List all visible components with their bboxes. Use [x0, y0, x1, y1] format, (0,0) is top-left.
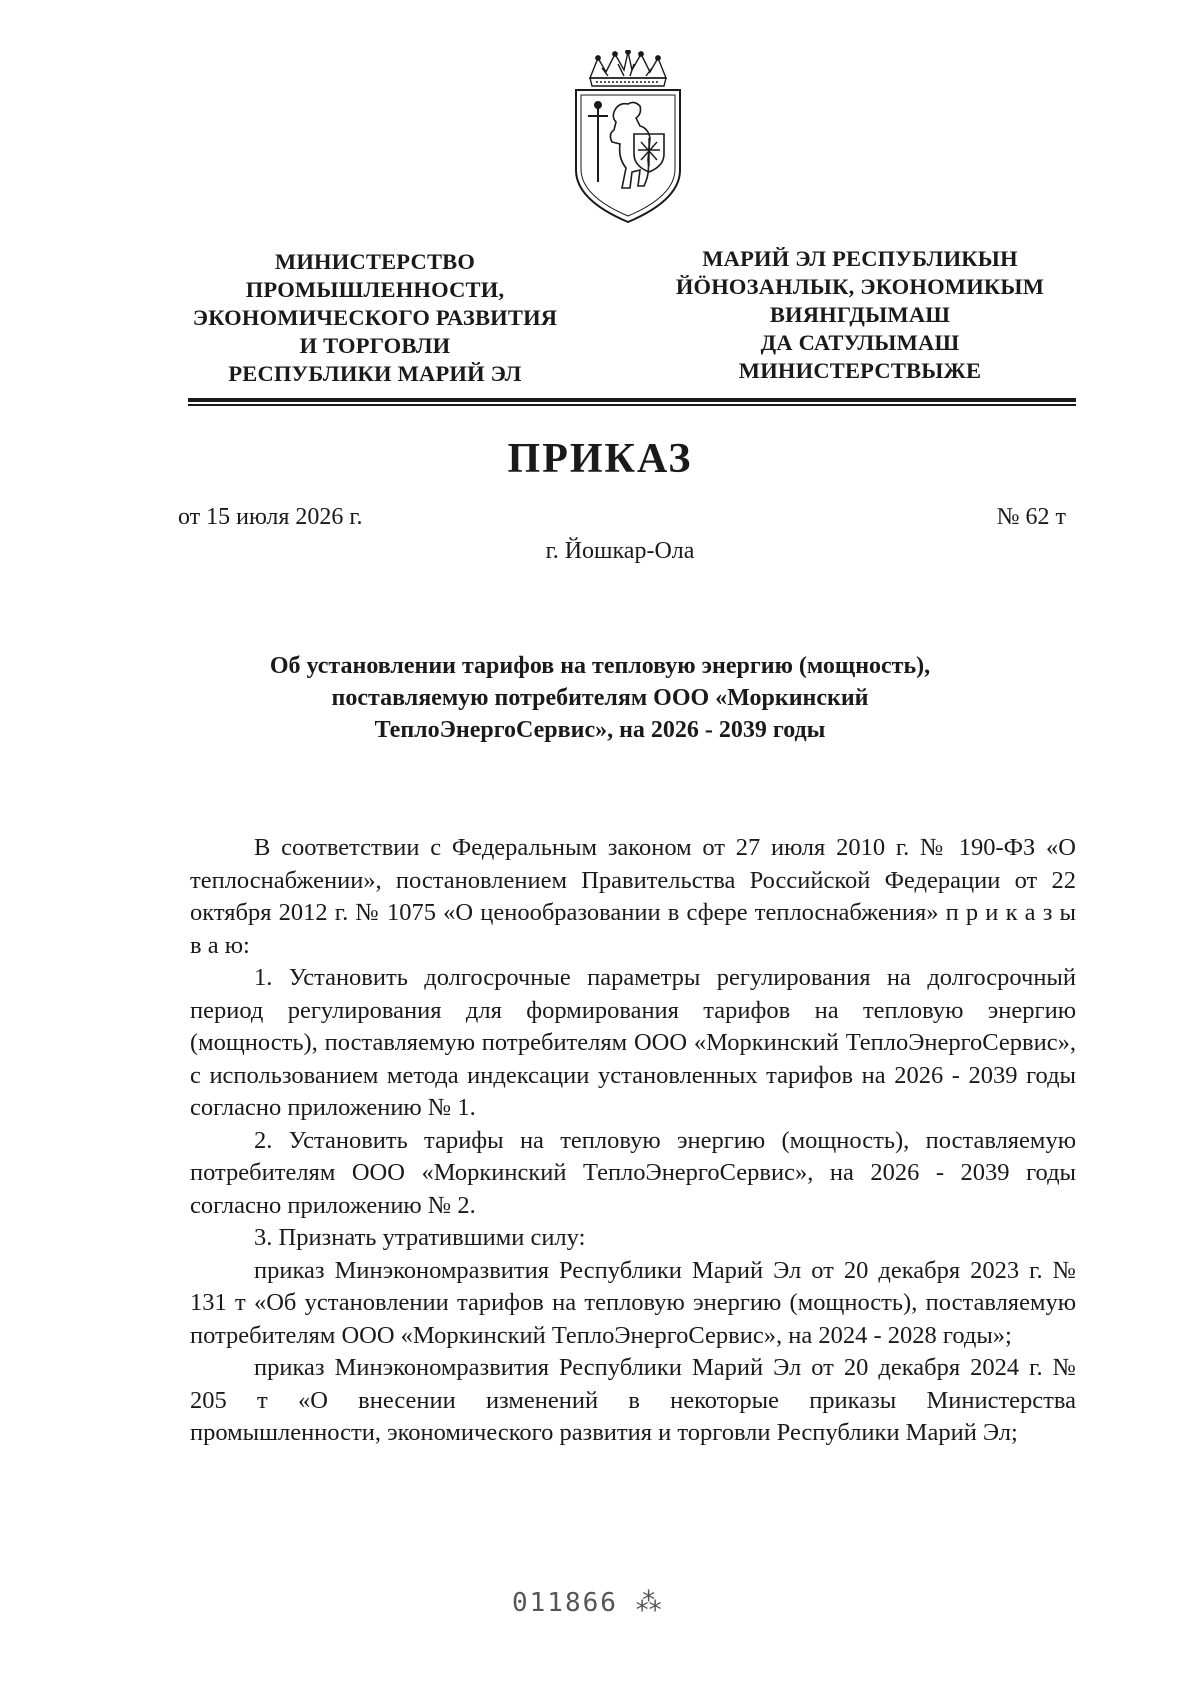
ministry-line: ЙӦНОЗАНЛЫК, ЭКОНОМИКЫМ	[675, 274, 1045, 299]
body-paragraph: 3. Признать утратившими силу:	[254, 1224, 586, 1251]
coat-of-arms-icon	[568, 50, 688, 225]
body-paragraph: приказ Минэкономразвития Республики Марий Эл от 20 декабря 2023 г. № 131 т «Об установлении тарифов на тепловую энергию (мощность), поставляемую потребителям ООО «Моркинский ТеплоЭнергоСервис», на 2024 - 2028 годы»;	[190, 1256, 1076, 1349]
header-divider-thick	[188, 398, 1076, 402]
document-subject	[160, 650, 1040, 746]
ministry-line: РЕСПУБЛИКИ МАРИЙ ЭЛ	[228, 361, 522, 386]
ministry-name-mari	[655, 245, 1065, 385]
ministry-line: ДА САТУЛЫМАШ	[760, 330, 960, 355]
ministry-line: И ТОРГОВЛИ	[299, 333, 451, 358]
document-date: от 15 июля 2026 г.	[178, 504, 363, 530]
serial-stamp	[512, 1588, 664, 1618]
subject-line: Об установлении тарифов на тепловую энергию (мощность),	[269, 653, 931, 679]
document-city: г. Йошкар-Ола	[545, 538, 695, 564]
ministry-line: МИНИСТЕРСТВЫЖЕ	[738, 358, 982, 383]
subject-line: ТеплоЭнергоСервис», на 2026 - 2039 годы	[374, 717, 826, 743]
body-paragraph: приказ Минэкономразвития Республики Марий Эл от 20 декабря 2024 г. № 205 т «О внесении изменений в некоторые приказы Министерства промышленности, экономического развития и торговли Республики Марий Эл;	[190, 1354, 1076, 1446]
ministry-line: ВИЯНГДЫМАШ	[769, 302, 951, 327]
body-paragraph: 1. Установить долгосрочные параметры регулирования на долгосрочный период регулирования для формирования тарифов на тепловую энергию (мощность), поставляемую потребителям ООО «Моркинский ТеплоЭнергоСервис», с использованием метода индексации установленных тарифов на 2026 - 2039 годы согласно приложению № 1.	[190, 964, 1076, 1121]
document-title: ПРИКАЗ	[507, 436, 693, 482]
body-paragraph: В соответствии с Федеральным законом от 27 июля 2010 г. № 190-ФЗ «О теплоснабжении», постановлением Правительства Российской Федерации от 22 октября 2012 г. № 1075 «О ценообразовании в сфере теплоснабжения» п р и к а з ы в а ю:	[190, 834, 1076, 959]
asterisk-icon: ⁂	[635, 1588, 664, 1618]
header-divider-thin	[188, 404, 1076, 406]
document-body	[190, 832, 1076, 1450]
document-number: № 62 т	[996, 504, 1066, 530]
body-paragraph: 2. Установить тарифы на тепловую энергию (мощность), поставляемую потребителям ООО «Моркинский ТеплоЭнергоСервис», на 2026 - 2039 годы согласно приложению № 2.	[190, 1126, 1076, 1219]
ministry-line: ЭКОНОМИЧЕСКОГО РАЗВИТИЯ	[192, 305, 558, 330]
ministry-line: ПРОМЫШЛЕННОСТИ,	[245, 277, 505, 302]
subject-line: поставляемую потребителям ООО «Моркинский	[331, 685, 869, 711]
serial-number: 011866	[512, 1588, 618, 1618]
ministry-line: МАРИЙ ЭЛ РЕСПУБЛИКЫН	[702, 246, 1018, 271]
ministry-line: МИНИСТЕРСТВО	[274, 249, 476, 274]
ministry-name-russian	[175, 248, 575, 388]
